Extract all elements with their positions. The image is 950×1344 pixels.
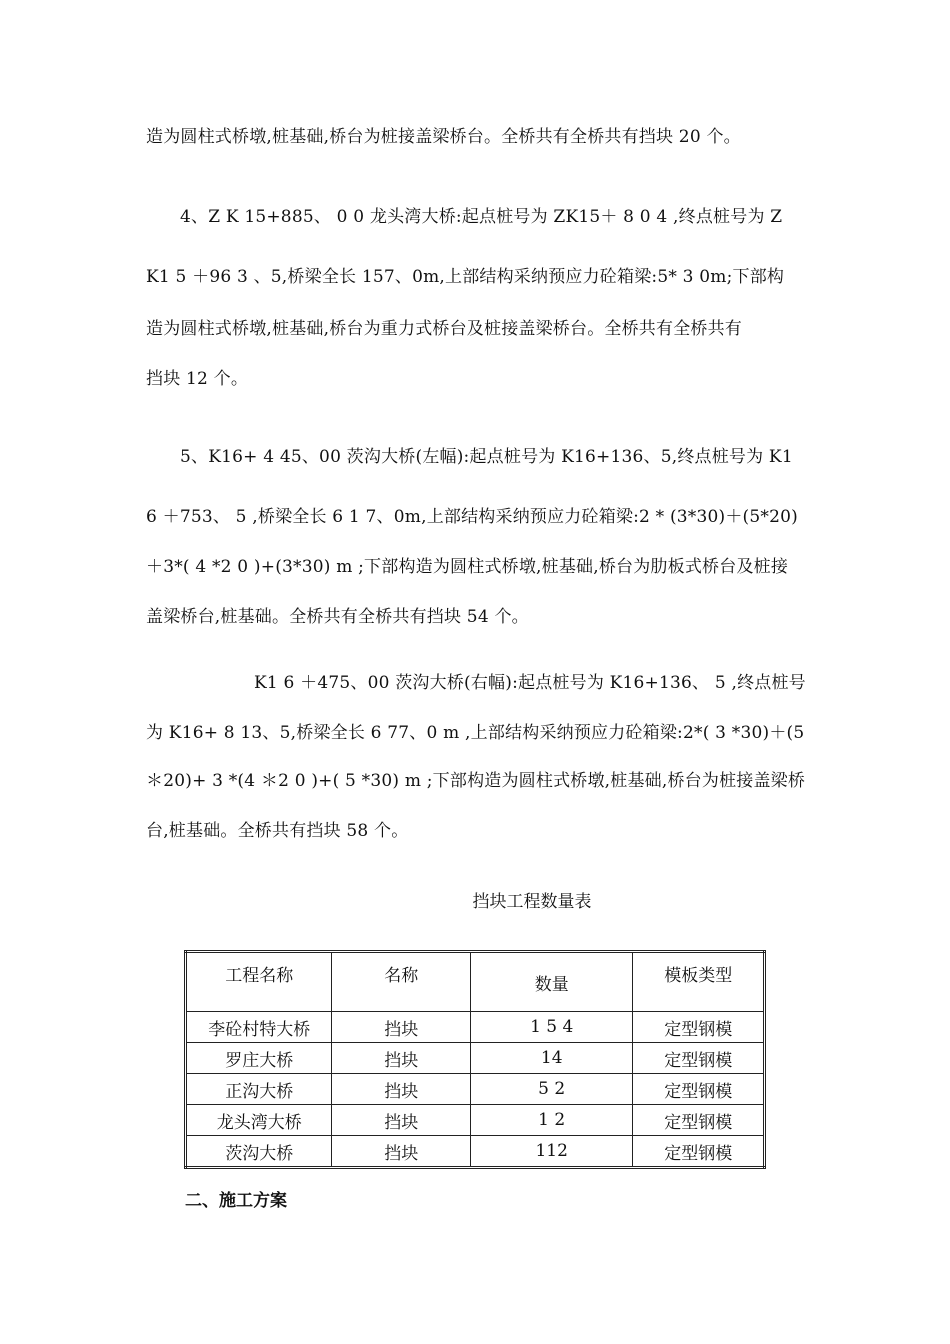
table-cell: 挡块: [332, 1105, 471, 1136]
column-header: 工程名称: [186, 952, 332, 1012]
paragraph-line: K1 6 ＋475、00 茨沟大桥(右幅):起点桩号为 K16+136、 5 ,终点桩号: [254, 673, 806, 693]
table-cell: 定型钢模: [633, 1136, 765, 1168]
table-cell: 挡块: [332, 1136, 471, 1168]
table-cell: 挡块: [332, 1012, 471, 1043]
table-header-row: [186, 952, 765, 1012]
quantity-table: [184, 950, 766, 1169]
table-row: [186, 1136, 765, 1168]
table-cell: 李砼村特大桥: [186, 1012, 332, 1043]
column-header: 名称: [332, 952, 471, 1012]
table-row: [186, 1012, 765, 1043]
paragraph-line: 4、Z K 15+885、 0 0 龙头湾大桥:起点桩号为 ZK15＋ 8 0 4 ,终点桩号为 Z: [180, 207, 783, 227]
paragraph-line: 造为圆柱式桥墩,桩基础,桥台为重力式桥台及桩接盖梁桥台。全桥共有全桥共有: [146, 319, 743, 339]
paragraph-line: ＊20)+ 3 *(4 ＊2 0 )+( 5 *30) m ;下部构造为圆柱式桥墩,桩基础,桥台为桩接盖梁桥: [146, 771, 806, 791]
paragraph-line: 造为圆柱式桥墩,桩基础,桥台为桩接盖梁桥台。全桥共有全桥共有挡块 20 个。: [146, 127, 741, 147]
table-cell: 1 5 4: [470, 1012, 632, 1043]
table-row: [186, 1074, 765, 1105]
paragraph-line: 盖梁桥台,桩基础。全桥共有全桥共有挡块 54 个。: [146, 607, 529, 627]
table-cell: 5 2: [470, 1074, 632, 1105]
table-cell: 挡块: [332, 1074, 471, 1105]
table-cell: 罗庄大桥: [186, 1043, 332, 1074]
table-cell: 112: [470, 1136, 632, 1168]
paragraph-line: 5、K16+ 4 45、00 茨沟大桥(左幅):起点桩号为 K16+136、5,终点桩号为 K1: [180, 447, 793, 467]
paragraph-line: 台,桩基础。全桥共有挡块 58 个。: [146, 821, 409, 841]
table-cell: 14: [470, 1043, 632, 1074]
table-cell: 挡块: [332, 1043, 471, 1074]
table-cell: 茨沟大桥: [186, 1136, 332, 1168]
table-cell: 正沟大桥: [186, 1074, 332, 1105]
paragraph-line: ＋3*( 4 *2 0 )+(3*30) m ;下部构造为圆柱式桥墩,桩基础,桥台为肋板式桥台及桩接: [146, 557, 789, 577]
table-caption: 挡块工程数量表: [472, 892, 592, 912]
paragraph-line: 6 ＋753、 5 ,桥梁全长 6 1 7、0m,上部结构采纳预应力砼箱梁:2 * (3*30)＋(5*20): [146, 507, 798, 527]
paragraph-line: 挡块 12 个。: [146, 369, 249, 389]
table-cell: 1 2: [470, 1105, 632, 1136]
table-cell: 龙头湾大桥: [186, 1105, 332, 1136]
section-heading: 二、施工方案: [185, 1191, 287, 1211]
paragraph-line: K1 5 ＋96 3 、5,桥梁全长 157、0m,上部结构采纳预应力砼箱梁:5* 3 0m;下部构: [146, 267, 785, 287]
table-cell: 定型钢模: [633, 1012, 765, 1043]
column-header: 模板类型: [633, 952, 765, 1012]
table-cell: 定型钢模: [633, 1105, 765, 1136]
paragraph-line: 为 K16+ 8 13、5,桥梁全长 6 77、0 m ,上部结构采纳预应力砼箱梁:2*( 3 *30)＋(5: [146, 723, 805, 743]
table-row: [186, 1043, 765, 1074]
table-cell: 定型钢模: [633, 1043, 765, 1074]
table-cell: 定型钢模: [633, 1074, 765, 1105]
table-row: [186, 1105, 765, 1136]
column-header: 数量: [470, 952, 632, 1012]
